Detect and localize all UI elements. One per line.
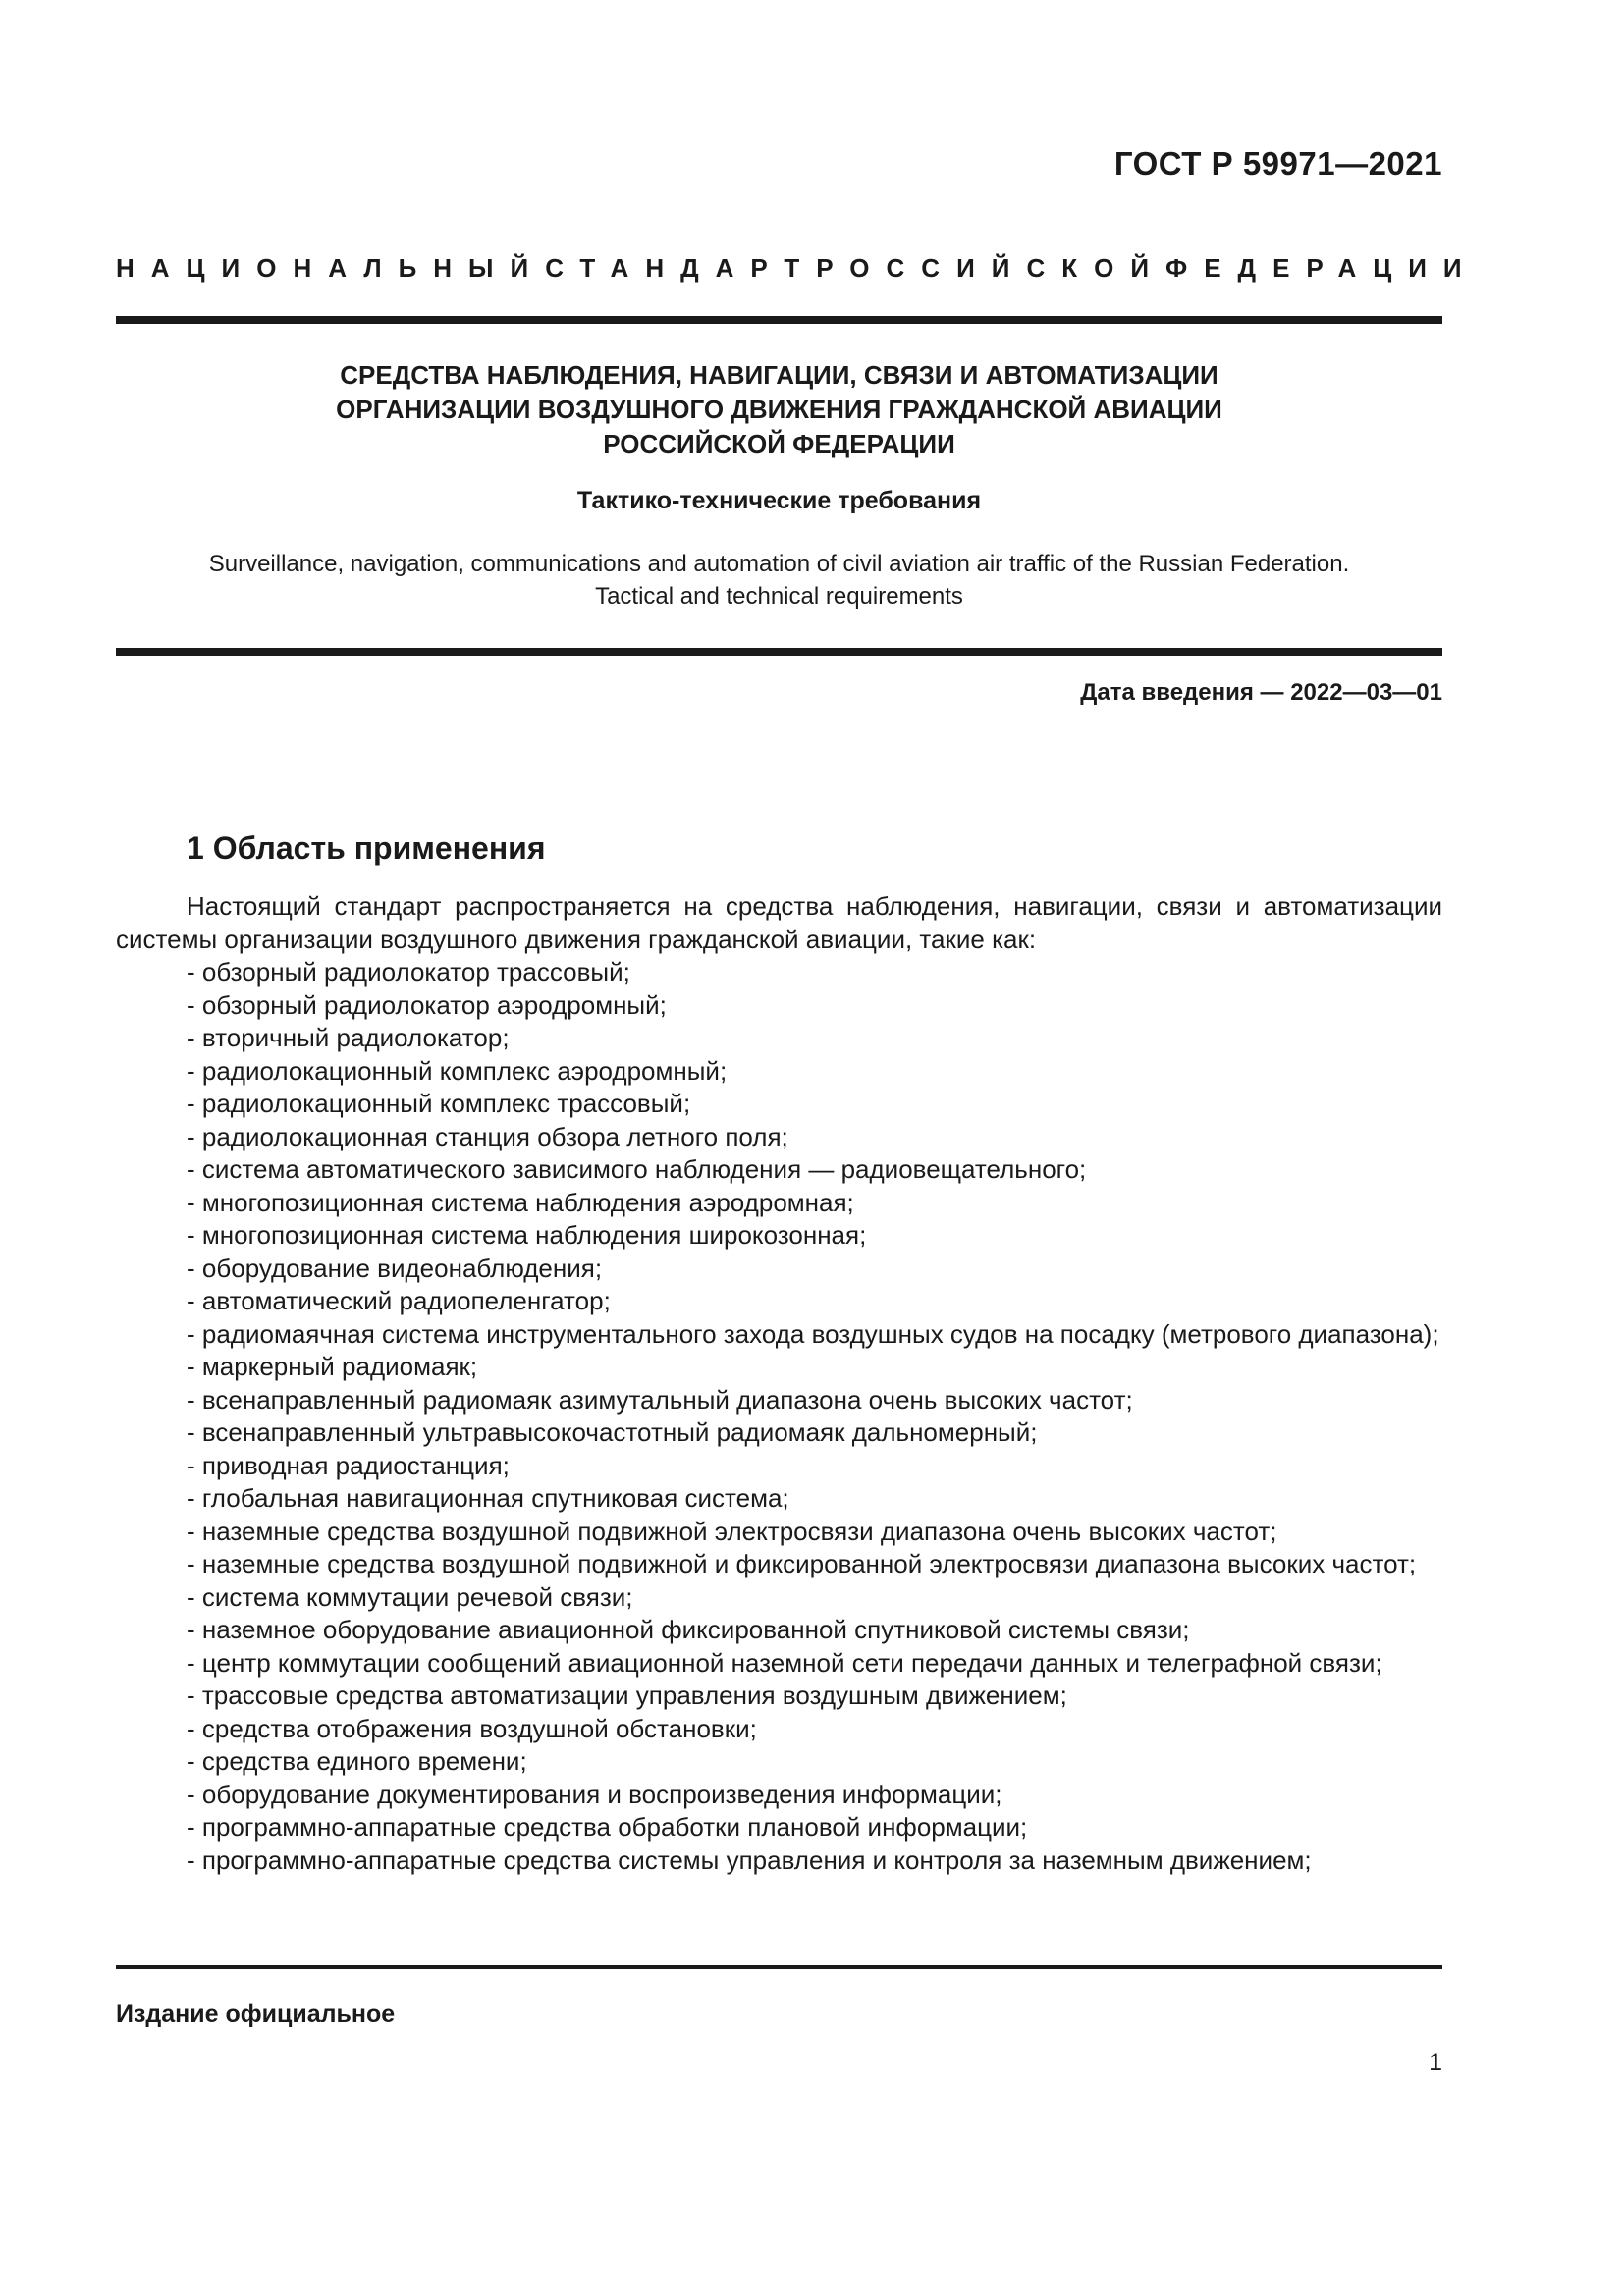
banner-word: РОССИЙСКОЙ — [816, 253, 1166, 283]
list-item: - всенаправленный ультравысокочастотный радиомаяк дальномерный; — [187, 1417, 1038, 1447]
list-item: - автоматический радиопеленгатор; — [187, 1286, 611, 1315]
official-edition-label: Издание официальное — [116, 2001, 396, 2028]
introduction-date: Дата введения — 2022—03—01 — [1080, 679, 1442, 706]
list-item: - средства единого времени; — [187, 1746, 527, 1776]
list-item: - обзорный радиолокатор аэродромный; — [187, 989, 667, 1020]
title-divider — [116, 648, 1442, 656]
intro-paragraph: Настоящий стандарт распространяется на средства наблюдения, навигации, связи и автоматизации системы организации воздушного движения гражданской авиации, такие как: — [116, 891, 1442, 954]
list-item: - маркерный радиомаяк; — [187, 1352, 478, 1381]
list-item: - система автоматического зависимого наблюдения — радиовещательного; — [187, 1154, 1087, 1184]
list-item: - наземное оборудование авиационной фиксированной спутниковой системы связи; — [187, 1615, 1190, 1644]
title-line: РОССИЙСКОЙ ФЕДЕРАЦИИ — [603, 429, 955, 458]
title-line: СРЕДСТВА НАБЛЮДЕНИЯ, НАВИГАЦИИ, СВЯЗИ И АВТОМАТИЗАЦИИ — [340, 360, 1218, 390]
list-item: - программно-аппаратные средства обработки плановой информации; — [187, 1812, 1028, 1842]
list-item: - глобальная навигационная спутниковая система; — [187, 1483, 789, 1513]
list-item: - радиолокационный комплекс трассовый; — [187, 1089, 691, 1118]
list-item: - трассовые средства автоматизации управления воздушным движением; — [187, 1681, 1067, 1710]
page-number: 1 — [1429, 2049, 1442, 2076]
top-divider — [116, 316, 1442, 324]
gost-number: ГОСТ Р 59971—2021 — [1113, 145, 1442, 182]
section-heading: 1 Область применения — [187, 830, 546, 866]
document-subtitle: Тактико-технические требования — [576, 487, 982, 514]
list-item: - программно-аппаратные средства системы управления и контроля за наземным движением; — [187, 1844, 1312, 1875]
english-title-line: Tactical and technical requirements — [595, 583, 963, 610]
list-item: - средства отображения воздушной обстановки; — [187, 1713, 757, 1743]
list-item: - радиомаячная система инструментального захода воздушных судов на посадку (метрового диапазона); — [187, 1318, 1439, 1349]
list-item: - оборудование документирования и воспроизведения информации; — [187, 1779, 1002, 1809]
list-item: - приводная радиостанция; — [187, 1450, 510, 1480]
list-item: - многопозиционная система наблюдения широкозонная; — [187, 1220, 867, 1250]
section-body — [116, 890, 1442, 1877]
list-item: - всенаправленный радиомаяк азимутальный диапазона очень высоких частот; — [187, 1384, 1133, 1415]
list-item: - радиолокационная станция обзора летного поля; — [187, 1121, 788, 1151]
banner-word: НАЦИОНАЛЬНЫЙ — [116, 253, 546, 283]
list-item: - многопозиционная система наблюдения аэродромная; — [187, 1187, 854, 1217]
list-item: - вторичный радиолокатор; — [187, 1023, 510, 1052]
list-item: - наземные средства воздушной подвижной электросвязи диапазона очень высоких частот; — [187, 1516, 1277, 1546]
list-item: - радиолокационный комплекс аэродромный; — [187, 1055, 728, 1086]
list-item: - центр коммутации сообщений авиационной наземной сети передачи данных и телеграфной связи; — [187, 1647, 1382, 1678]
list-item: - обзорный радиолокатор трассовый; — [187, 957, 630, 987]
list-item: - система коммутации речевой связи; — [187, 1581, 633, 1612]
english-title — [116, 548, 1442, 613]
english-title-line: Surveillance, navigation, communications and automation of civil aviation air traffic of the Russian Federation. — [208, 551, 1350, 577]
list-item: - наземные средства воздушной подвижной и фиксированной электросвязи диапазона высоких частот; — [187, 1549, 1417, 1578]
title-line: ОРГАНИЗАЦИИ ВОЗДУШНОГО ДВИЖЕНИЯ ГРАЖДАНСКОЙ АВИАЦИИ — [336, 395, 1222, 424]
document-title — [116, 358, 1442, 461]
footer-divider — [116, 1965, 1442, 1969]
banner-word: ФЕДЕРАЦИИ — [1165, 253, 1479, 283]
national-standard-banner — [116, 253, 1479, 284]
banner-word: СТАНДАРТ — [545, 253, 817, 283]
list-item: - оборудование видеонаблюдения; — [187, 1253, 603, 1283]
